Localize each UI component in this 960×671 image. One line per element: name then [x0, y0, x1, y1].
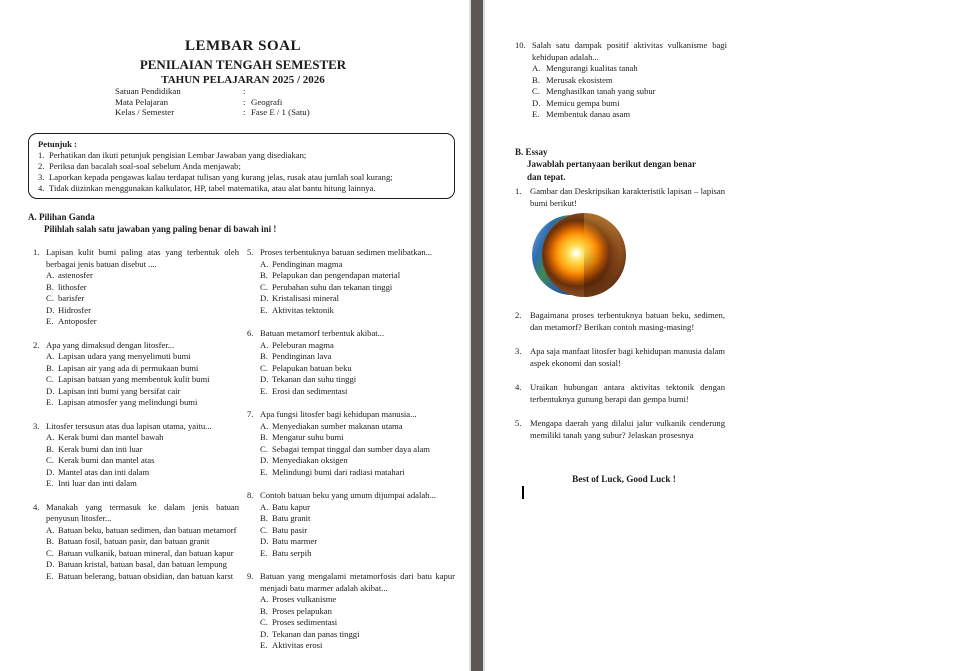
option-letter: D. [260, 455, 269, 465]
option-letter: B. [260, 432, 268, 442]
question-text: Litosfer tersusun atas dua lapisan utama, yaitu... [46, 420, 212, 431]
option-letter: D. [46, 559, 55, 569]
question-text: Apa fungsi litosfer bagi kehidupan manusia... [260, 409, 417, 419]
instruction-item [38, 172, 446, 183]
mc-option [260, 386, 455, 398]
instruction-number: 4. [38, 182, 45, 193]
detail-label: Kelas / Semester [115, 107, 175, 118]
questions-column-2 [247, 247, 455, 664]
option-text: Menghasilkan tanah yang subur [546, 86, 656, 96]
option-letter: D. [260, 628, 269, 639]
option-text: Pelapukan dan pengendapan material [272, 270, 401, 280]
option-letter: A. [46, 432, 55, 442]
option-text: Sebagai tempat tinggal dan sumber daya alam [272, 443, 430, 454]
option-text: Pendinginan lava [272, 351, 332, 361]
option-text: Lapisan udara yang menyelimuti bumi [58, 351, 191, 361]
option-letter: B. [260, 270, 268, 280]
mc-option [260, 421, 455, 433]
option-text: Batu pasir [272, 524, 308, 535]
option-letter: E. [46, 570, 54, 581]
question-number: 3. [515, 346, 522, 356]
option-letter: D. [260, 536, 269, 546]
mc-option [532, 63, 727, 75]
option-letter: B. [260, 513, 268, 523]
option-text: Batuan beku, batuan sedimen, dan batuan metamorf [58, 524, 237, 535]
instruction-text: Tidak diizinkan menggunakan kalkulator, HP, tabel matematika, atau alat bantu hitung lainnya. [49, 182, 376, 193]
detail-value [251, 86, 415, 97]
detail-value: Geografi [251, 96, 283, 107]
section-b-header [515, 146, 725, 183]
page-2[interactable] [485, 0, 960, 671]
mc-option [260, 629, 455, 641]
mc-option [46, 525, 239, 537]
essay-question [515, 186, 725, 297]
option-letter: B. [46, 536, 54, 546]
mc-option [532, 75, 727, 87]
essay-question [515, 382, 725, 405]
mc-option [46, 536, 239, 548]
option-text: Lapisan inti bumi yang bersifat cair [58, 385, 181, 396]
option-letter: A. [46, 524, 55, 535]
option-letter: E. [46, 316, 54, 326]
option-text: Lapisan batuan yang membentuk kulit bumi [58, 374, 210, 384]
option-text: Kerak bumi dan inti luar [58, 443, 143, 454]
mc-option [260, 536, 455, 548]
option-letter: A. [46, 351, 55, 361]
question-10-slot [515, 40, 727, 121]
option-letter: C. [260, 524, 268, 535]
mc-option [46, 351, 239, 363]
mc-option [46, 571, 239, 583]
question-text: Bagaimana proses terbentuknya batuan beku, sedimen, dan metamorf? Berikan contoh masing-masing! [530, 310, 725, 332]
detail-row [115, 86, 415, 97]
detail-row [115, 107, 415, 118]
mc-option [46, 455, 239, 467]
option-text: Memicu gempa bumi [546, 97, 620, 108]
mc-option [46, 548, 239, 560]
option-text: Tekanan dan suhu tinggi [272, 374, 357, 384]
section-b-title: B. Essay [515, 147, 548, 157]
question-text: Apa yang dimaksud dengan litosfer... [46, 339, 175, 350]
mc-question [33, 247, 239, 328]
option-letter: D. [46, 466, 55, 477]
exam-details [115, 86, 415, 118]
option-letter: A. [260, 420, 269, 431]
mc-option [260, 259, 455, 271]
multiple-choice-area [33, 247, 458, 664]
option-text: Erosi dan sedimentasi [272, 385, 348, 396]
section-b-instruction-line1: Jawablah pertanyaan berikut dengan benar [527, 159, 697, 170]
instruction-text: Periksa dan bacalah soal-soal sebelum Anda menjawab; [49, 160, 241, 171]
question-text: Mengapa daerah yang dilalui jalur vulkanik cenderung memiliki tanah yang subur? Jelaskan prosesnya [530, 418, 725, 440]
option-text: Batu granit [272, 513, 311, 523]
option-letter: A. [260, 258, 269, 269]
doc-header [28, 37, 458, 87]
mc-question [33, 340, 239, 409]
instruction-item [38, 150, 446, 161]
option-letter: D. [46, 304, 55, 315]
option-letter: C. [532, 86, 540, 96]
option-letter: E. [260, 304, 268, 315]
doc-title: LEMBAR SOAL [185, 38, 301, 54]
option-text: Tekanan dan panas tinggi [272, 628, 360, 639]
option-letter: B. [46, 362, 54, 373]
doc-year: TAHUN PELAJARAN 2025 / 2026 [161, 74, 325, 86]
mc-option [46, 270, 239, 282]
option-text: Batuan belerang, batuan obsidian, dan batuan karst [58, 570, 234, 581]
mc-question [33, 502, 239, 583]
instructions-box [28, 133, 455, 199]
detail-value: Fase E / 1 (Satu) [251, 107, 310, 118]
mc-question [247, 328, 455, 397]
option-text: Batu marmer [272, 536, 318, 546]
option-text: Kerak bumi dan mantel bawah [58, 432, 164, 442]
mc-question [247, 409, 455, 478]
detail-label: Satuan Pendidikan [115, 86, 181, 96]
option-letter: E. [260, 466, 268, 477]
option-text: Batu kapur [272, 501, 310, 512]
mc-option [46, 559, 239, 571]
page-gap-divider [469, 0, 485, 671]
mc-option [260, 305, 455, 317]
question-text: Batuan yang mengalami metamorfosis dari batu kapur menjadi batu marmer adalah akibat... [260, 571, 455, 593]
question-text: Apa saja manfaat litosfer bagi kehidupan manusia dalam aspek ekonomi dan sosial! [530, 346, 725, 368]
question-number: 6. [247, 328, 254, 338]
earth-layers-image [532, 213, 626, 297]
mc-option [260, 525, 455, 537]
option-text: Kerak bumi dan mantel atas [58, 455, 155, 465]
option-letter: B. [532, 74, 540, 85]
question-number: 8. [247, 490, 254, 500]
instructions-list [38, 150, 446, 194]
mc-option [46, 293, 239, 305]
option-letter: B. [46, 443, 54, 454]
text-cursor [522, 486, 524, 499]
option-text: Perubahan suhu dan tekanan tinggi [272, 281, 393, 292]
question-text: Contoh batuan beku yang umum dijumpai adalah... [260, 490, 436, 500]
mc-option [260, 617, 455, 629]
section-a-title: A. Pilihan Ganda [28, 212, 95, 222]
question-number: 4. [33, 501, 40, 512]
section-a-header [28, 212, 276, 235]
option-text: Aktivitas erosi [272, 640, 323, 650]
question-number: 7. [247, 409, 254, 419]
option-letter: E. [532, 109, 540, 119]
question-text: Uraikan hubungan antara aktivitas tektonik dengan terbentuknya gunung berapi dan gempa bumi! [530, 382, 725, 404]
essay-question-list [515, 186, 725, 454]
mc-option [260, 548, 455, 560]
option-text: Merusak ekosistem [546, 74, 613, 85]
option-text: barisfer [58, 293, 85, 303]
mc-option [46, 282, 239, 294]
option-text: Melindungi bumi dari radiasi matahari [272, 466, 405, 477]
option-text: Proses vulkanisme [272, 594, 337, 604]
option-letter: C. [46, 293, 54, 303]
option-letter: C. [260, 362, 268, 373]
mc-option [260, 455, 455, 467]
instruction-number: 3. [38, 171, 45, 182]
option-text: Batuan vulkanik, batuan mineral, dan batuan kapur [58, 547, 234, 558]
mc-option [260, 467, 455, 479]
option-letter: E. [260, 640, 268, 650]
option-letter: E. [260, 385, 268, 396]
question-number: 3. [33, 420, 40, 431]
mc-option [260, 606, 455, 618]
option-letter: E. [260, 547, 268, 558]
question-text: Gambar dan Deskripsikan karakteristik lapisan – lapisan bumi berikut! [530, 186, 725, 208]
option-letter: B. [260, 605, 268, 616]
option-letter: D. [46, 385, 55, 396]
question-number: 1. [515, 186, 522, 196]
option-text: Pelapukan batuan beku [272, 362, 352, 373]
mc-option [260, 374, 455, 386]
instruction-number: 2. [38, 160, 45, 171]
option-letter: C. [260, 617, 268, 627]
option-text: Inti luar dan inti dalam [58, 478, 137, 488]
instruction-number: 1. [38, 150, 45, 160]
mc-option [260, 270, 455, 282]
instruction-item [38, 183, 446, 194]
option-text: Pendinginan magma [272, 258, 343, 269]
doc-subtitle: PENILAIAN TENGAH SEMESTER [139, 57, 347, 72]
section-a-instruction: Pilihlah salah satu jawaban yang paling benar di bawah ini ! [44, 223, 277, 234]
question-number: 1. [33, 247, 40, 257]
question-text: Batuan metamorf terbentuk akibat... [260, 328, 385, 338]
question-text: Salah satu dampak positif aktivitas vulkanisme bagi kehidupan adalah... [532, 40, 727, 62]
option-letter: A. [532, 63, 541, 73]
mc-option [46, 444, 239, 456]
essay-question [515, 310, 725, 333]
cutaway-shading [584, 213, 626, 297]
option-letter: A. [260, 339, 269, 350]
option-letter: D. [260, 374, 269, 384]
option-letter: E. [46, 397, 54, 407]
mc-option [46, 316, 239, 328]
questions-column-1 [33, 247, 239, 664]
option-text: Kristalisasi mineral [272, 293, 340, 303]
mc-option [260, 363, 455, 375]
option-letter: E. [46, 478, 54, 488]
option-letter: C. [260, 443, 268, 454]
option-text: Proses sedimentasi [272, 617, 338, 627]
mc-option [46, 397, 239, 409]
mc-option [532, 98, 727, 110]
mc-option [260, 340, 455, 352]
option-text: astenosfer [58, 270, 93, 280]
question-number: 10. [515, 40, 526, 50]
detail-colon: : [243, 107, 246, 118]
option-text: Mengurangi kualitas tanah [546, 63, 638, 73]
option-text: Antoposfer [58, 316, 97, 326]
option-text: Peleburan magma [272, 339, 334, 350]
option-text: Membentuk danau asam [546, 109, 631, 119]
mc-question [247, 490, 455, 559]
mc-option [260, 502, 455, 514]
option-text: Mengatur suhu bumi [272, 432, 344, 442]
instruction-text: Laporkan kepada pengawas kalau terdapat tulisan yang kurang jelas, rusak atau jumlah soal kurang; [49, 171, 393, 182]
option-letter: B. [46, 281, 54, 292]
detail-colon: : [243, 86, 246, 96]
mc-option [260, 513, 455, 525]
question-number: 2. [33, 339, 40, 350]
mc-option [46, 374, 239, 386]
option-letter: C. [260, 281, 268, 292]
instructions-heading: Petunjuk : [38, 139, 77, 149]
mc-option [46, 363, 239, 375]
option-text: Batu serpih [272, 547, 312, 558]
mc-question [33, 421, 239, 490]
question-text: Manakah yang termasuk ke dalam jenis batuan penyusun litosfer... [46, 501, 239, 523]
question-text: Lapisan kulit bumi paling atas yang terbentuk oleh berbagai jenis batuan disebut .... [46, 247, 239, 269]
mc-option [46, 386, 239, 398]
instruction-item [38, 161, 446, 172]
detail-colon: : [243, 96, 246, 107]
option-text: Batuan fosil, batuan pasir, dan batuan granit [58, 536, 210, 546]
option-letter: B. [260, 351, 268, 361]
essay-question [515, 418, 725, 441]
essay-question [515, 346, 725, 369]
question-number: 9. [247, 571, 254, 581]
question-number: 5. [247, 247, 254, 257]
question-number: 4. [515, 382, 522, 392]
instruction-text: Perhatikan dan ikuti petunjuk pengisian Lembar Jawaban yang disediakan; [49, 150, 307, 160]
mc-question [247, 247, 455, 316]
mc-question [515, 40, 727, 121]
option-text: Proses pelapukan [272, 605, 332, 616]
option-text: Menyediakan oksigen [272, 455, 348, 465]
mc-option [260, 432, 455, 444]
mc-option [260, 640, 455, 652]
option-letter: D. [260, 293, 269, 303]
option-text: Lapisan air yang ada di permukaan bumi [58, 362, 199, 373]
option-text: Aktivitas tektonik [272, 304, 334, 315]
option-letter: A. [260, 501, 269, 512]
detail-label: Mata Pelajaran [115, 96, 169, 107]
option-letter: A. [260, 594, 269, 604]
option-letter: C. [46, 455, 54, 465]
mc-question [247, 571, 455, 652]
option-text: Mantel atas dan inti dalam [58, 466, 150, 477]
question-number: 2. [515, 310, 522, 320]
mc-option [260, 594, 455, 606]
mc-option [46, 478, 239, 490]
mc-option [532, 86, 727, 98]
option-letter: C. [46, 374, 54, 384]
mc-option [260, 282, 455, 294]
page-1[interactable] [0, 0, 469, 671]
mc-option [260, 293, 455, 305]
option-text: Lapisan atmosfer yang melindungi bumi [58, 397, 198, 407]
option-letter: C. [46, 547, 54, 558]
mc-option [260, 351, 455, 363]
option-text: Menyediakan sumber makanan utama [272, 420, 403, 431]
option-text: Hidrosfer [58, 304, 91, 315]
option-letter: A. [46, 270, 55, 280]
question-number: 5. [515, 418, 522, 428]
question-text: Proses terbentuknya batuan sedimen melibatkan... [260, 247, 433, 257]
option-text: Batuan kristal, batuan basal, dan batuan lempung [58, 559, 227, 569]
closing-message: Best of Luck, Good Luck ! [572, 474, 676, 484]
mc-option [532, 109, 727, 121]
mc-option [46, 467, 239, 479]
mc-option [260, 444, 455, 456]
section-b-instruction-line2: dan tepat. [527, 171, 566, 182]
mc-option [46, 432, 239, 444]
option-letter: D. [532, 97, 541, 108]
option-text: lithosfer [58, 281, 87, 292]
detail-row [115, 97, 415, 108]
mc-option [46, 305, 239, 317]
